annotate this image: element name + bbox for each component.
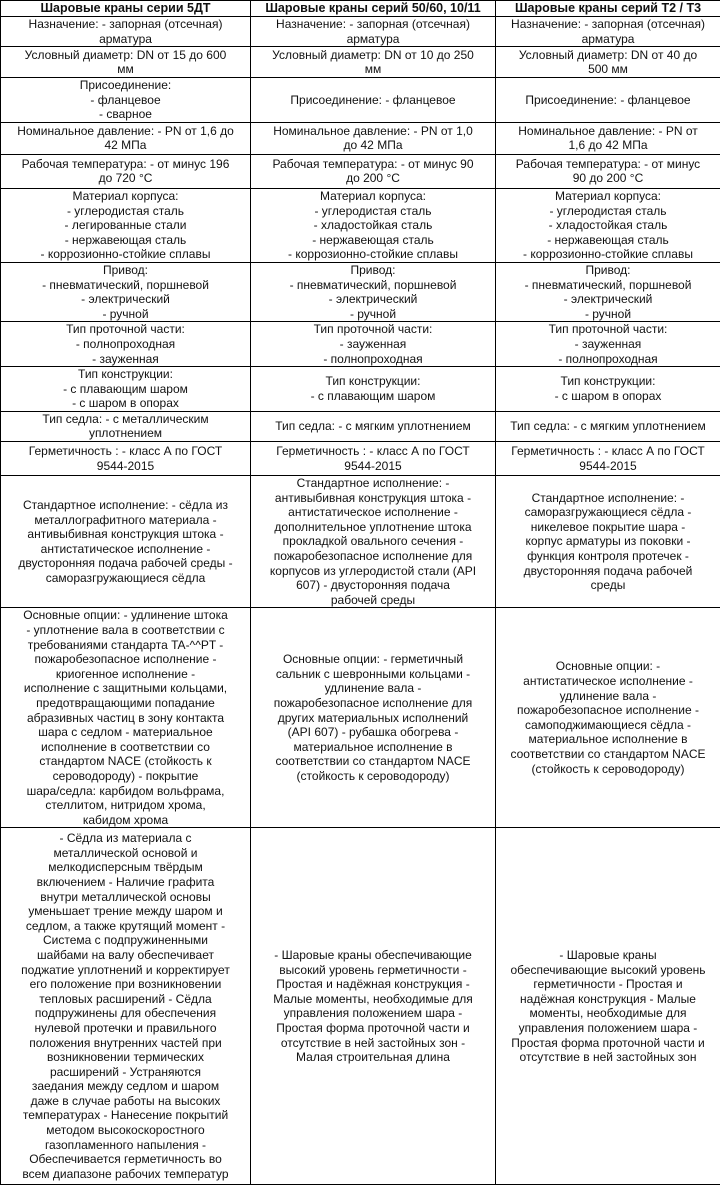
cell-line: - легированные стали — [64, 218, 187, 233]
cell-line: сероводороду) - покрытие — [52, 768, 199, 783]
cell-flow-type-t2-t3 — [496, 322, 720, 367]
cell-line: 1,6 до 42 МПа — [568, 138, 648, 153]
cell-line: - Шаровые краны обеспечивающие — [274, 947, 472, 962]
cell-line: Тип конструкции: — [560, 374, 656, 389]
row-nominal-pressure — [1, 122, 720, 154]
cell-main-options-5dt — [1, 608, 251, 828]
cell-line: Материал корпуса: — [72, 188, 179, 203]
cell-line: - сварное — [99, 107, 152, 122]
cell-line: Обеспечивается герметичность во — [29, 1152, 222, 1167]
cell-line: - нержавеющая сталь — [312, 232, 434, 247]
cell-nominal-pressure-5dt — [1, 122, 251, 154]
cell-line: Материал корпуса: — [554, 188, 662, 203]
cell-connection-5dt — [1, 78, 251, 123]
cell-line: тепловых расширений - Сёдла — [39, 991, 212, 1006]
cell-line: - пневматический, поршневой — [524, 277, 692, 292]
cell-line: пожаробезопасное исполнение для — [273, 549, 473, 564]
cell-line: Простая форма проточной части и — [276, 1020, 470, 1035]
cell-line: мелкодисперсным твёрдым — [48, 860, 203, 875]
row-nominal-diameter — [1, 47, 720, 78]
cell-line: Простая форма проточной части и — [511, 1035, 705, 1050]
cell-line: Тип седла: - с мягким уплотнением — [275, 419, 471, 434]
cell-line: Малые моменты, необходимые для — [273, 991, 473, 1006]
cell-advantages-5dt — [1, 828, 251, 1185]
cell-line: никелевое покрытие шара - — [530, 519, 686, 534]
cell-line: арматура — [99, 31, 152, 46]
cell-line: седлом, а также крутящий момент - — [25, 918, 226, 933]
cell-line: пожаробезопасное исполнение - — [34, 652, 217, 667]
cell-actuator-5dt — [1, 262, 251, 321]
cell-line: - ручной — [584, 306, 632, 321]
cell-body-material-5dt — [1, 188, 251, 262]
cell-line: управления положением шара - — [518, 1020, 698, 1035]
cell-line: газопламенного напыления - — [44, 1137, 207, 1152]
cell-line: шара с седлом - материальное — [38, 725, 213, 740]
cell-line: до 200 °C — [346, 171, 400, 186]
cell-line: - зауженная — [574, 336, 642, 351]
column-header-5dt: Шаровые краны серии 5ДТ — [1, 1, 251, 17]
cell-body-material-50-60-10-11 — [251, 188, 496, 262]
cell-working-temperature-t2-t3 — [496, 154, 720, 188]
cell-line: - фланцевое — [90, 92, 161, 107]
cell-line: - полнопроходная — [75, 336, 176, 351]
cell-line: двусторонняя подача рабочей — [523, 563, 693, 578]
cell-line: даже в случае работы на высоких — [30, 1093, 221, 1108]
cell-line: Основные опции: - удлинение штока — [23, 608, 228, 623]
cell-line: отсутствие в ней застойных зон - — [280, 1035, 466, 1050]
cell-line: - нержавеющая сталь — [547, 232, 669, 247]
cell-line: Тип проточной части: — [66, 322, 185, 337]
cell-line: корпусов из углеродистой стали (API — [269, 563, 477, 578]
cell-line: корпус арматуры из поковки - — [525, 534, 691, 549]
cell-design-type-50-60-10-11 — [251, 367, 496, 412]
cell-nominal-diameter-50-60-10-11 — [251, 47, 496, 78]
cell-line: Присоединение: - фланцевое — [290, 92, 456, 107]
cell-line: антистатическое исполнение - — [40, 541, 211, 556]
cell-line: 607) - двусторонняя подача — [296, 578, 450, 593]
cell-nominal-pressure-t2-t3 — [496, 122, 720, 154]
cell-line: Система с подпружиненными — [43, 933, 208, 948]
cell-line: - электрический — [563, 292, 653, 307]
cell-line: - электрический — [81, 292, 170, 307]
cell-line: Тип конструкции: — [325, 374, 421, 389]
cell-line: - с плавающим шаром — [310, 388, 436, 403]
cell-line: исполнение в соответствии со — [41, 739, 210, 754]
cell-line: Номинальное давление: - PN от 1,0 — [273, 123, 473, 138]
row-design-type — [1, 367, 720, 412]
cell-line: Рабочая температура: - от минус 196 — [21, 156, 230, 171]
cell-line: уплотнением — [88, 426, 163, 441]
cell-main-options-50-60-10-11 — [251, 608, 496, 828]
cell-flow-type-50-60-10-11 — [251, 322, 496, 367]
cell-line: возникновении термических — [47, 1050, 204, 1065]
cell-line: Тип конструкции: — [78, 367, 173, 382]
cell-line: (стойкость к сероводороду) — [296, 768, 450, 783]
cell-line: мм — [364, 62, 382, 77]
cell-design-type-t2-t3 — [496, 367, 720, 412]
cell-line: Условный диаметр: DN от 40 до — [518, 47, 698, 62]
cell-line: Тип проточной части: — [548, 322, 668, 337]
cell-line: - хладостойкая сталь — [313, 218, 433, 233]
cell-line: надёжная конструкция - Малые — [520, 991, 696, 1006]
cell-line: 9544-2015 — [579, 458, 637, 473]
cell-line: - углеродистая сталь — [549, 203, 667, 218]
cell-line: - с шаром в опорах — [554, 388, 662, 403]
cell-line: его положение при возникновении — [29, 977, 222, 992]
cell-line: - пневматический, поршневой — [42, 277, 209, 292]
cell-working-temperature-50-60-10-11 — [251, 154, 496, 188]
cell-seat-type-t2-t3 — [496, 411, 720, 441]
cell-line: двусторонняя подача рабочей среды - — [18, 556, 233, 571]
cell-line: 90 до 200 °C — [572, 171, 644, 186]
cell-line: исполнение с защитными кольцами, — [23, 681, 228, 696]
cell-line: Тип седла: - с мягким уплотнением — [510, 419, 706, 434]
cell-line: самоподжимающиеся сёдла - — [525, 717, 691, 732]
cell-line: Присоединение: — [79, 78, 172, 93]
row-tightness — [1, 442, 720, 476]
cell-line: Герметичность : - класс А по ГОСТ — [511, 443, 705, 458]
cell-line: функция контроля протечек - — [527, 549, 689, 564]
row-seat-type — [1, 411, 720, 441]
cell-line: Привод: — [585, 262, 631, 277]
cell-line: криогенное исполнение - — [55, 666, 196, 681]
row-main-options — [1, 608, 720, 828]
cell-line: Рабочая температура: - от минус — [515, 156, 701, 171]
cell-line: пожаробезопасное исполнение - — [516, 703, 699, 718]
cell-line: поджатие уплотнений и корректирует — [21, 962, 230, 977]
cell-line: обеспечивающие высокий уровень — [510, 962, 706, 977]
cell-purpose-50-60-10-11 — [251, 17, 496, 47]
cell-line: до 42 МПа — [343, 138, 403, 153]
cell-line: металлографитного материала - — [34, 512, 217, 527]
cell-line: Номинальное давление: - PN от — [518, 123, 698, 138]
cell-line: сальник с шевронными кольцами - — [275, 666, 471, 681]
cell-line: соответствии со стандартом NACE — [510, 747, 706, 762]
cell-line: кабидом хрома — [82, 812, 169, 827]
cell-line: Рабочая температура: - от минус 90 — [272, 156, 474, 171]
cell-line: рабочей среды — [330, 592, 416, 607]
cell-line: (API 607) - рубашка обогрева - — [287, 725, 459, 740]
cell-line: - коррозионно-стойкие сплавы — [523, 247, 693, 262]
cell-line: положения внутренних частей при — [29, 1035, 222, 1050]
cell-line: - коррозионно-стойкие сплавы — [288, 247, 458, 262]
cell-line: Основные опции: - герметичный — [282, 652, 464, 667]
cell-line: высокий уровень герметичности - — [279, 962, 467, 977]
cell-main-options-t2-t3 — [496, 608, 720, 828]
header-row — [1, 1, 720, 17]
cell-line: пожаробезопасное исполнение для — [273, 695, 473, 710]
cell-standard-design-50-60-10-11 — [251, 476, 496, 608]
cell-line: всем диапазоне рабочих температур — [22, 1166, 229, 1181]
cell-line: дополнительное уплотнение штока — [274, 519, 472, 534]
cell-actuator-50-60-10-11 — [251, 262, 496, 321]
cell-line: (стойкость к сероводороду) — [531, 761, 685, 776]
cell-line: - хладостойкая сталь — [548, 218, 668, 233]
cell-line: - нержавеющая сталь — [64, 232, 187, 247]
cell-line: 42 МПа — [104, 138, 147, 153]
cell-nominal-pressure-50-60-10-11 — [251, 122, 496, 154]
cell-line: Простая и надёжная конструкция - — [276, 977, 470, 992]
cell-line: среды — [590, 578, 626, 593]
cell-purpose-t2-t3 — [496, 17, 720, 47]
cell-line: антивыбивная конструкция штока - — [274, 490, 472, 505]
cell-line: заедания между седлом и шаром — [31, 1079, 220, 1094]
cell-nominal-diameter-5dt — [1, 47, 251, 78]
row-working-temperature — [1, 154, 720, 188]
cell-line: 9544-2015 — [344, 458, 402, 473]
cell-line: Назначение: - запорная (отсечная) — [276, 17, 470, 31]
column-header-t2-t3: Шаровые краны серий T2 / T3 — [496, 1, 720, 17]
cell-flow-type-5dt — [1, 322, 251, 367]
cell-line: стеллитом, нитридом хрома, — [45, 798, 206, 813]
cell-line: внутри металлической основы — [40, 889, 211, 904]
cell-line: Привод: — [350, 262, 396, 277]
cell-nominal-diameter-t2-t3 — [496, 47, 720, 78]
cell-working-temperature-5dt — [1, 154, 251, 188]
cell-line: температурах - Нанесение покрытий — [22, 1108, 229, 1123]
cell-seat-type-5dt — [1, 411, 251, 441]
cell-line: удлинение вала - — [559, 688, 657, 703]
cell-line: антистатическое исполнение - — [523, 674, 693, 689]
cell-line: требованиями стандарта TA-^^PT - — [27, 637, 224, 652]
cell-line: включением - Наличие графита — [36, 874, 215, 889]
column-header-50-60-10-11: Шаровые краны серий 50/60, 10/11 — [251, 1, 496, 17]
cell-line: саморазгружающиеся сёдла — [45, 570, 206, 585]
cell-line: герметичности - Простая и — [533, 977, 683, 992]
cell-line: нулевой протечки и правильного — [34, 1020, 217, 1035]
cell-line: Стандартное исполнение: - — [531, 490, 685, 505]
cell-line: Назначение: - запорная (отсечная) — [511, 17, 705, 31]
cell-line: Стандартное исполнение: - — [296, 476, 450, 491]
cell-line: саморазгружающиеся сёдла - — [524, 505, 692, 520]
cell-line: Присоединение: - фланцевое — [525, 92, 691, 107]
row-standard-design — [1, 476, 720, 608]
cell-line: отсутствие в ней застойных зон — [519, 1050, 697, 1065]
cell-line: соответствии со стандартом NACE — [275, 754, 471, 769]
cell-line: материальное исполнение в — [528, 732, 688, 747]
cell-advantages-50-60-10-11 — [251, 828, 496, 1185]
cell-line: других материальных исполнений — [277, 710, 469, 725]
cell-line: - коррозионно-стойкие сплавы — [40, 247, 211, 262]
cell-line: управления положением шара - — [283, 1006, 463, 1021]
cell-line: Условный диаметр: DN от 15 до 600 — [24, 47, 227, 62]
cell-tightness-50-60-10-11 — [251, 442, 496, 476]
cell-line: - углеродистая сталь — [66, 203, 185, 218]
cell-line: антистатическое исполнение - — [288, 505, 458, 520]
cell-advantages-t2-t3 — [496, 828, 720, 1185]
cell-actuator-t2-t3 — [496, 262, 720, 321]
row-body-material — [1, 188, 720, 262]
cell-line: шара/седла: карбидом вольфрама, — [26, 783, 225, 798]
cell-line: - пневматический, поршневой — [289, 277, 457, 292]
cell-line: до 720 °C — [98, 171, 153, 186]
cell-line: Малая строительная длина — [296, 1050, 450, 1065]
cell-line: абразивных частиц в зону контакта — [26, 710, 225, 725]
cell-line: - зауженная — [92, 351, 159, 366]
cell-line: - уплотнение вала в соответствии с — [26, 623, 225, 637]
cell-line: Тип проточной части: — [313, 322, 433, 337]
row-advantages — [1, 828, 720, 1185]
cell-line: Привод: — [103, 262, 148, 277]
cell-tightness-t2-t3 — [496, 442, 720, 476]
cell-line: - с плавающим шаром — [63, 381, 188, 396]
cell-standard-design-t2-t3 — [496, 476, 720, 608]
cell-purpose-5dt — [1, 17, 251, 47]
cell-line: стандартом NACE (стойкость к — [39, 754, 212, 769]
cell-connection-50-60-10-11 — [251, 78, 496, 123]
cell-line: - Сёдла из материала с — [59, 831, 192, 846]
cell-line: Герметичность : - класс А по ГОСТ — [276, 443, 470, 458]
cell-line: антивыбивная конструкция штока - — [27, 527, 224, 542]
cell-line: - полнопроходная — [323, 351, 423, 366]
cell-line: - зауженная — [339, 336, 407, 351]
cell-line: Номинальное давление: - PN от 1,6 до — [17, 123, 234, 138]
cell-line: металлической основой и — [53, 845, 198, 860]
cell-line: Тип седла: - с металлическим — [42, 411, 209, 426]
cell-line: удлинение вала - — [324, 681, 422, 696]
cell-tightness-5dt — [1, 442, 251, 476]
cell-line: арматура — [581, 31, 635, 46]
cell-line: - с шаром в опорах — [72, 396, 179, 411]
cell-line: Основные опции: - — [555, 659, 661, 674]
cell-seat-type-50-60-10-11 — [251, 411, 496, 441]
cell-line: шайбами на валу обеспечивает — [37, 947, 214, 962]
row-flow-type — [1, 322, 720, 367]
cell-line: предотвращающими попадание — [36, 695, 215, 710]
cell-line: материальное исполнение в — [293, 739, 453, 754]
cell-standard-design-5dt — [1, 476, 251, 608]
cell-line: 500 мм — [588, 62, 628, 77]
cell-line: Стандартное исполнение: - сёдла из — [22, 497, 229, 512]
cell-line: уменьшает трение между шаром и — [28, 904, 223, 919]
cell-line: - ручной — [102, 306, 149, 321]
cell-line: - Шаровые краны — [559, 947, 657, 962]
cell-connection-t2-t3 — [496, 78, 720, 123]
cell-line: подпружинены для обеспечения — [34, 1006, 217, 1021]
cell-design-type-5dt — [1, 367, 251, 412]
row-connection — [1, 78, 720, 123]
cell-line: мм — [117, 62, 134, 77]
cell-line: - электрический — [328, 292, 418, 307]
cell-line: Назначение: - запорная (отсечная) — [28, 17, 223, 31]
cell-line: Материал корпуса: — [319, 188, 427, 203]
cell-line: моменты, необходимые для — [529, 1006, 687, 1021]
cell-line: Герметичность : - класс А по ГОСТ — [28, 443, 223, 458]
cell-body-material-t2-t3 — [496, 188, 720, 262]
cell-line: - полнопроходная — [558, 351, 658, 366]
cell-line: расширений - Устраняются — [49, 1064, 202, 1079]
cell-line: Условный диаметр: DN от 10 до 250 — [272, 47, 474, 62]
cell-line: - ручной — [349, 306, 397, 321]
row-actuator — [1, 262, 720, 321]
cell-line: - углеродистая сталь — [314, 203, 432, 218]
cell-line: арматура — [346, 31, 400, 46]
cell-line: методом высокоскоростного — [46, 1123, 205, 1138]
cell-line: прокладкой овального сечения - — [282, 534, 464, 549]
row-purpose — [1, 17, 720, 47]
cell-line: 9544-2015 — [96, 458, 155, 473]
